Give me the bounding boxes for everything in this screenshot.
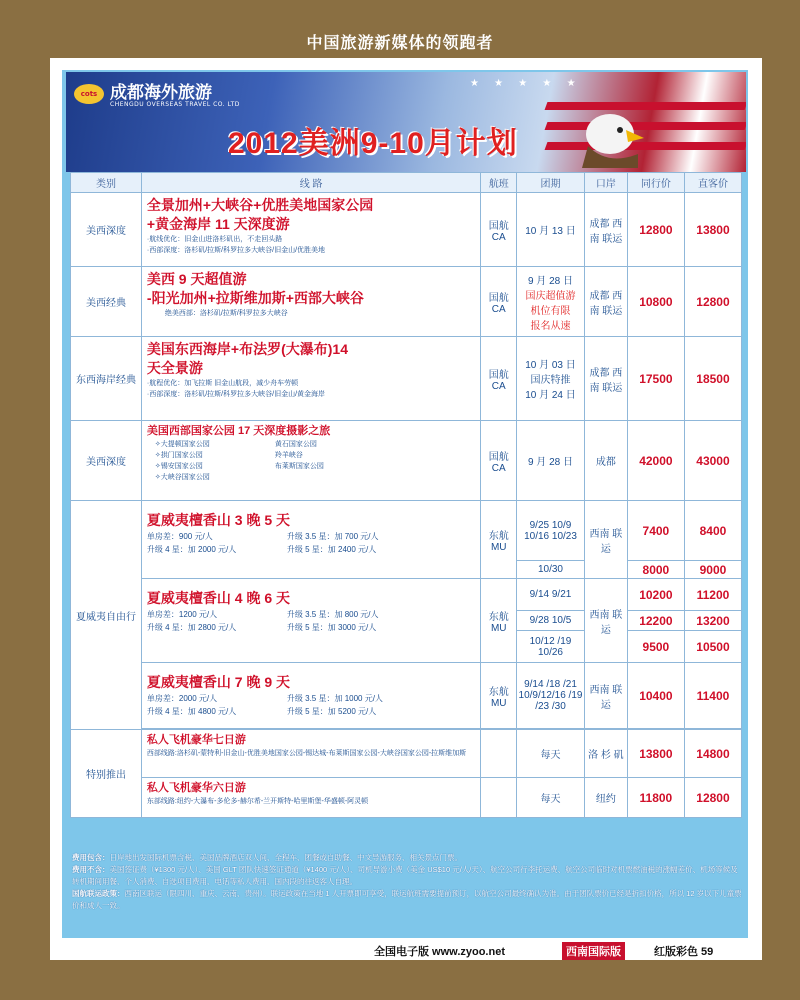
route-title: 美西 9 天超值游 bbox=[146, 271, 247, 287]
upgrade-list bbox=[147, 608, 475, 634]
fee-notes bbox=[72, 852, 742, 936]
note-text: 美国签证费（¥1300 元/人）、美国 GLT 团队快速签证通道（¥1400 元/人）、司机导游小费（美金 US$10 元/人/天）、航空公司行李托运费、航空公司临时对机票燃油税的涨幅差价、机场等候及转机期间用餐、个人消费、自选项目费用、电话等私人费用、国内段的往返客人自理。 bbox=[72, 865, 738, 886]
retail-price: 11400 bbox=[684, 663, 741, 729]
route-title: +黄金海岸 11 天深度游 bbox=[146, 216, 290, 232]
row-date bbox=[517, 337, 585, 421]
header-agent-price: 同行价 bbox=[627, 173, 684, 193]
retail-price: 13800 bbox=[684, 193, 741, 267]
route-title: 天全景游 bbox=[146, 360, 203, 376]
row-flight: 东航 MU bbox=[481, 663, 517, 729]
park-item: 羚羊峡谷 bbox=[274, 452, 303, 459]
date-line: 国庆特推 bbox=[530, 375, 571, 386]
retail-price: 9000 bbox=[684, 561, 741, 579]
upgrade-item: 升级 4 星：加 4800 元/人 bbox=[146, 707, 237, 716]
retail-price: 12800 bbox=[684, 778, 741, 818]
route-title: 夏威夷檀香山 4 晚 6 天 bbox=[146, 590, 291, 606]
row-date: 每天 bbox=[517, 730, 585, 778]
note-key: 费用不含： bbox=[72, 865, 110, 874]
route-note: ·航线优化：旧金山进洛杉矶出，不走回头路 bbox=[146, 236, 283, 243]
table-row bbox=[71, 193, 742, 267]
agent-price: 9500 bbox=[627, 631, 684, 663]
row-port: 西南 联运 bbox=[584, 501, 627, 579]
company-logo-icon: cots bbox=[74, 84, 104, 104]
route-note: ·航程优化：加飞拉斯 旧金山航段，减少舟车劳顿 bbox=[146, 380, 299, 387]
row-route bbox=[141, 778, 480, 818]
note-key: 费用包含： bbox=[72, 853, 110, 862]
company-name: 成都海外旅游 bbox=[110, 83, 212, 103]
upgrade-item: 升级 3.5 星：加 700 元/人 bbox=[286, 532, 379, 541]
route-title: 私人飞机豪华六日游 bbox=[146, 782, 246, 794]
table-row bbox=[71, 337, 742, 421]
date-line: 10 月 24 日 bbox=[525, 390, 576, 401]
row-route bbox=[141, 421, 480, 501]
row-port: 洛 杉 矶 bbox=[584, 730, 627, 778]
park-item: ✧拱门国家公园 bbox=[154, 452, 203, 459]
eagle-icon bbox=[578, 104, 648, 168]
row-route bbox=[141, 730, 480, 778]
footer-website: 全国电子版 www.zyoo.net bbox=[374, 946, 505, 958]
note-policy bbox=[72, 888, 742, 912]
route-title: 全景加州+大峡谷+优胜美地国家公园 bbox=[146, 197, 374, 213]
route-title: -阳光加州+拉斯维加斯+西部大峡谷 bbox=[146, 290, 364, 306]
agent-price: 11800 bbox=[627, 778, 684, 818]
row-category: 夏威夷自由行 bbox=[71, 501, 142, 730]
row-flight: 东航 MU bbox=[481, 579, 517, 663]
row-date: 10/30 bbox=[517, 561, 585, 579]
agent-price: 17500 bbox=[627, 337, 684, 421]
row-route bbox=[141, 267, 480, 337]
table-row bbox=[71, 663, 742, 729]
header-port: 口岸 bbox=[584, 173, 627, 193]
header-category: 类别 bbox=[71, 173, 142, 193]
header-retail-price: 直客价 bbox=[684, 173, 741, 193]
route-title: 夏威夷檀香山 7 晚 9 天 bbox=[146, 674, 291, 690]
row-date: 9/28 10/5 bbox=[517, 611, 585, 631]
upgrade-item: 升级 5 星：加 3000 元/人 bbox=[286, 623, 377, 632]
row-date: 10 月 13 日 bbox=[517, 193, 585, 267]
note-text: 西南区联运（限四川、重庆、云南、贵州）。联运政策在当地 1 人开票即可享受，联运航班需要提前预订，以航空公司最终确认为准。由于团队票价已经是折扣价格，所以 12 岁以下儿童票价和成人一致。 bbox=[72, 889, 742, 910]
table-row bbox=[71, 267, 742, 337]
footer bbox=[368, 942, 758, 958]
park-item: 黄石国家公园 bbox=[274, 441, 317, 448]
row-port: 成都 bbox=[584, 421, 627, 501]
note-key: 国航联运政策： bbox=[72, 889, 125, 898]
route-note: 西部线路:洛杉矶-蒙特利-旧金山-优胜美地国家公园-锡达城-布莱斯国家公园-大峡谷国家公园-拉斯维加斯 bbox=[146, 750, 467, 757]
company-name-en: CHENGDU OVERSEAS TRAVEL CO. LTD bbox=[110, 101, 240, 108]
row-category: 美西深度 bbox=[71, 193, 142, 267]
table-row bbox=[71, 421, 742, 501]
row-flight bbox=[481, 730, 517, 778]
agent-price: 10200 bbox=[627, 579, 684, 611]
table-row bbox=[71, 501, 742, 561]
park-item: 布莱斯国家公园 bbox=[274, 463, 324, 470]
row-port: 成都 西南 联运 bbox=[584, 267, 627, 337]
agent-price: 10800 bbox=[627, 267, 684, 337]
row-date: 9/14 /18 /21 10/9/12/16 /19 /23 /30 bbox=[517, 663, 585, 729]
row-flight bbox=[481, 778, 517, 818]
header-date: 团期 bbox=[517, 173, 585, 193]
row-category: 特别推出 bbox=[71, 730, 142, 818]
page-number: 红版彩色 59 bbox=[654, 946, 714, 958]
promo-line: 报名从速 bbox=[530, 320, 571, 332]
row-route bbox=[141, 193, 480, 267]
park-item bbox=[275, 472, 395, 483]
edition-badge: 西南国际版 bbox=[562, 942, 625, 960]
row-flight: 国航 CA bbox=[481, 421, 517, 501]
row-flight: 国航 CA bbox=[481, 193, 517, 267]
promo-line: 国庆超值游 bbox=[525, 290, 576, 302]
header-route: 线 路 bbox=[141, 173, 480, 193]
promo-line: 机位有限 bbox=[530, 305, 571, 317]
table-row bbox=[71, 579, 742, 611]
agent-price: 7400 bbox=[627, 501, 684, 561]
agent-price: 12800 bbox=[627, 193, 684, 267]
retail-price: 18500 bbox=[684, 337, 741, 421]
row-date: 9/25 10/9 10/16 10/23 bbox=[517, 501, 585, 561]
stars-decoration: ★ ★ ★ ★ ★ bbox=[470, 78, 582, 89]
itinerary-table bbox=[70, 172, 742, 818]
row-category: 美西经典 bbox=[71, 267, 142, 337]
upgrade-item: 升级 4 星：加 2800 元/人 bbox=[146, 623, 237, 632]
row-flight: 国航 CA bbox=[481, 267, 517, 337]
note-excluded bbox=[72, 864, 742, 888]
retail-price: 10500 bbox=[684, 631, 741, 663]
upgrade-item: 升级 5 星：加 2400 元/人 bbox=[286, 545, 377, 554]
agent-price: 8000 bbox=[627, 561, 684, 579]
row-route bbox=[141, 663, 480, 729]
row-port: 纽约 bbox=[584, 778, 627, 818]
retail-price: 13200 bbox=[684, 611, 741, 631]
row-port: 成都 西南 联运 bbox=[584, 337, 627, 421]
upgrade-item: 升级 3.5 星：加 1000 元/人 bbox=[286, 694, 383, 703]
retail-price: 8400 bbox=[684, 501, 741, 561]
route-title: 美国东西海岸+布法罗(大瀑布)14 bbox=[146, 341, 348, 357]
park-item: ✧大提顿国家公园 bbox=[154, 441, 210, 448]
row-date: 10/12 /19 10/26 bbox=[517, 631, 585, 663]
table-row bbox=[71, 730, 742, 778]
row-date: 每天 bbox=[517, 778, 585, 818]
route-title: 私人飞机豪华七日游 bbox=[146, 734, 246, 746]
row-flight: 国航 CA bbox=[481, 337, 517, 421]
note-included bbox=[72, 852, 742, 864]
row-route bbox=[141, 501, 480, 579]
table-row bbox=[71, 778, 742, 818]
date-line: 9 月 28 日 bbox=[527, 275, 573, 287]
row-port: 成都 西南 联运 bbox=[584, 193, 627, 267]
page-title: 2012美洲9-10月计划 bbox=[228, 127, 518, 160]
upgrade-item: 升级 3.5 星：加 800 元/人 bbox=[286, 610, 379, 619]
upgrade-item: 升级 4 星：加 2000 元/人 bbox=[146, 545, 237, 554]
park-item: ✧大峡谷国家公园 bbox=[154, 474, 210, 481]
row-port: 西南 联运 bbox=[584, 579, 627, 663]
agent-price: 10400 bbox=[627, 663, 684, 729]
retail-price: 14800 bbox=[684, 730, 741, 778]
upgrade-item: 单房差：900 元/人 bbox=[146, 532, 213, 541]
upgrade-item: 单房差：1200 元/人 bbox=[146, 610, 218, 619]
row-category: 东西海岸经典 bbox=[71, 337, 142, 421]
upgrade-list bbox=[147, 692, 475, 718]
date-line: 10 月 03 日 bbox=[525, 360, 576, 371]
header-flight: 航班 bbox=[481, 173, 517, 193]
route-title: 美国西部国家公园 17 天深度摄影之旅 bbox=[146, 425, 331, 437]
row-date: 9 月 28 日 bbox=[517, 421, 585, 501]
row-route bbox=[141, 579, 480, 663]
route-note: ·西部深度：洛杉矶/拉斯/科罗拉多大峡谷/旧金山/优胜美地 bbox=[146, 247, 326, 254]
park-list bbox=[147, 439, 475, 483]
route-title: 夏威夷檀香山 3 晚 5 天 bbox=[146, 512, 291, 528]
note-text: 日岸地出发国际机票含税、美国品牌酒店双人间、全程车、团餐或自助餐、中文导游服务、相关景点门票。 bbox=[109, 853, 462, 862]
agent-price: 12200 bbox=[627, 611, 684, 631]
park-item: ✧锡安国家公园 bbox=[154, 463, 203, 470]
upgrade-item: 单房差：2000 元/人 bbox=[146, 694, 218, 703]
row-date bbox=[517, 267, 585, 337]
masthead: 中国旅游新媒体的领跑者 bbox=[306, 33, 494, 52]
upgrade-item: 升级 5 星：加 5200 元/人 bbox=[286, 707, 377, 716]
route-note: 绝美西部：洛杉矶/拉斯/科罗拉多大峡谷 bbox=[164, 310, 288, 317]
agent-price: 42000 bbox=[627, 421, 684, 501]
route-note: 东部线路:纽约-大瀑布-多伦多-赫尔希-兰开斯特-哈里斯堡-华盛顿-阿灵顿 bbox=[146, 798, 369, 805]
row-flight: 东航 MU bbox=[481, 501, 517, 579]
retail-price: 11200 bbox=[684, 579, 741, 611]
retail-price: 12800 bbox=[684, 267, 741, 337]
table-header bbox=[71, 173, 742, 193]
route-note: ·西部深度：洛杉矶/拉斯/科罗拉多大峡谷/旧金山/黄金海岸 bbox=[146, 391, 326, 398]
row-category: 美西深度 bbox=[71, 421, 142, 501]
upgrade-list bbox=[147, 530, 475, 556]
row-route bbox=[141, 337, 480, 421]
row-port: 西南 联运 bbox=[584, 663, 627, 729]
row-date: 9/14 9/21 bbox=[517, 579, 585, 611]
agent-price: 13800 bbox=[627, 730, 684, 778]
retail-price: 43000 bbox=[684, 421, 741, 501]
